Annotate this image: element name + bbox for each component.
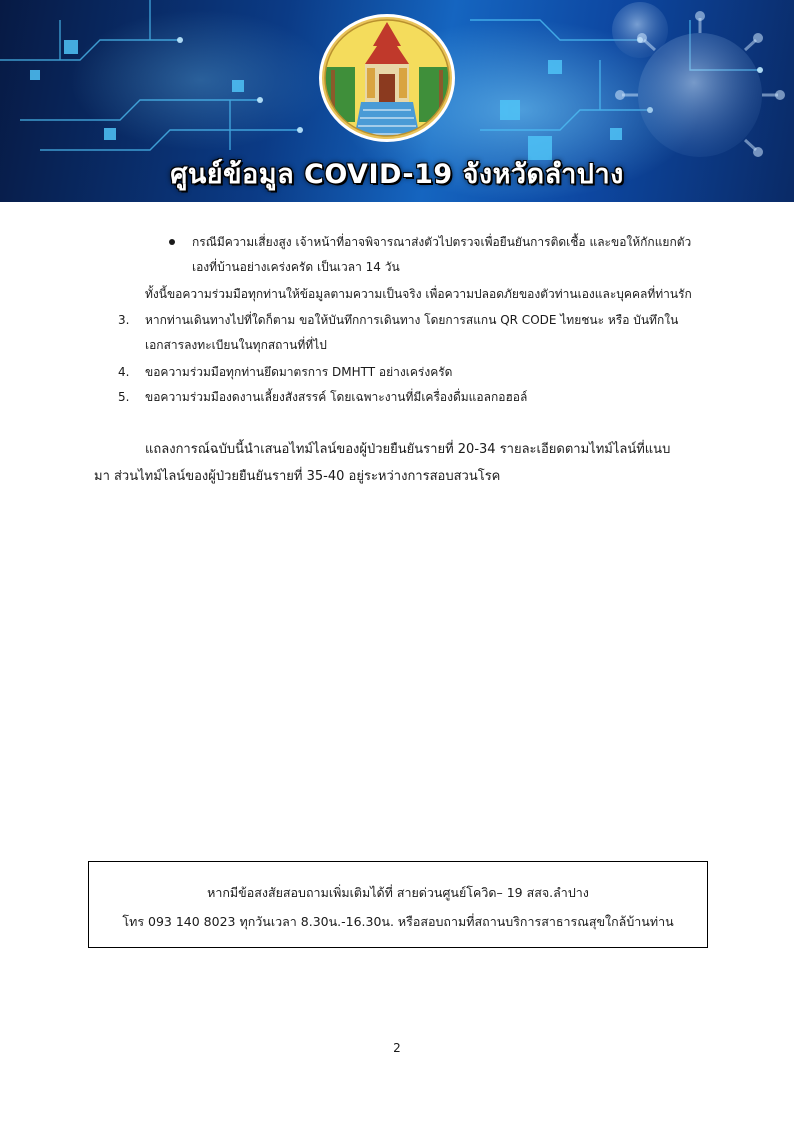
- list-item-3-line2: เอกสารลงทะเบียนในทุกสถานที่ที่ไป: [145, 338, 327, 352]
- page-title: ศูนย์ข้อมูล COVID-19 จังหวัดลำปาง: [170, 159, 624, 190]
- hotline-text: หากมีข้อสงสัยสอบถามเพิ่มเติมได้ที่ สายด่วนศูนย์โควิด– 19 สสจ.ลำปาง: [207, 885, 589, 900]
- list-item-3-line1: หากท่านเดินทางไปที่ใดก็ตาม ขอให้บันทึกการเดินทาง โดยการสแกน QR CODE ไทยชนะ หรือ บันทึกใน: [145, 313, 679, 327]
- list-number: 4.: [118, 365, 130, 379]
- bullet-item-line1: กรณีมีความเสี่ยงสูง เจ้าหน้าที่อาจพิจารณาส่งตัวไปตรวจเพื่อยืนยันการติดเชื้อ และขอให้กักแยกตัว: [192, 235, 692, 249]
- contact-info-box: [88, 861, 708, 948]
- lampang-province-seal-icon: [317, 12, 457, 144]
- statement-line1: แถลงการณ์ฉบับนี้นำเสนอไทม์ไลน์ของผู้ป่วยยืนยันรายที่ 20-34 รายละเอียดตามไทม์ไลน์ที่แนบ: [145, 442, 671, 457]
- list-number: 5.: [118, 390, 130, 404]
- bullet-item-line2: เองที่บ้านอย่างเคร่งครัด เป็นเวลา 14 วัน: [192, 260, 400, 274]
- cooperation-note: ทั้งนี้ขอความร่วมมือทุกท่านให้ข้อมูลตามความเป็นจริง เพื่อความปลอดภัยของตัวท่านเองและบุคคลที่ท่านรัก: [145, 287, 692, 301]
- statement-line2: มา ส่วนไทม์ไลน์ของผู้ป่วยยืนยันรายที่ 35-40 อยู่ระหว่างการสอบสวนโรค: [94, 469, 501, 484]
- page-number: 2: [393, 1041, 401, 1055]
- bullet-icon: [169, 239, 175, 245]
- phone-hours-text: โทร 093 140 8023 ทุกวันเวลา 8.30น.-16.30น. หรือสอบถามที่สถานบริการสาธารณสุขใกล้บ้านท่าน: [122, 914, 674, 929]
- list-item-5: ขอความร่วมมืองดงานเลี้ยงสังสรรค์ โดยเฉพาะงานที่มีเครื่องดื่มแอลกอฮอล์: [145, 390, 528, 404]
- list-number: 3.: [118, 313, 130, 327]
- header-banner: [0, 0, 794, 202]
- list-item-4: ขอความร่วมมือทุกท่านยึดมาตรการ DMHTT อย่างเคร่งครัด: [145, 365, 453, 379]
